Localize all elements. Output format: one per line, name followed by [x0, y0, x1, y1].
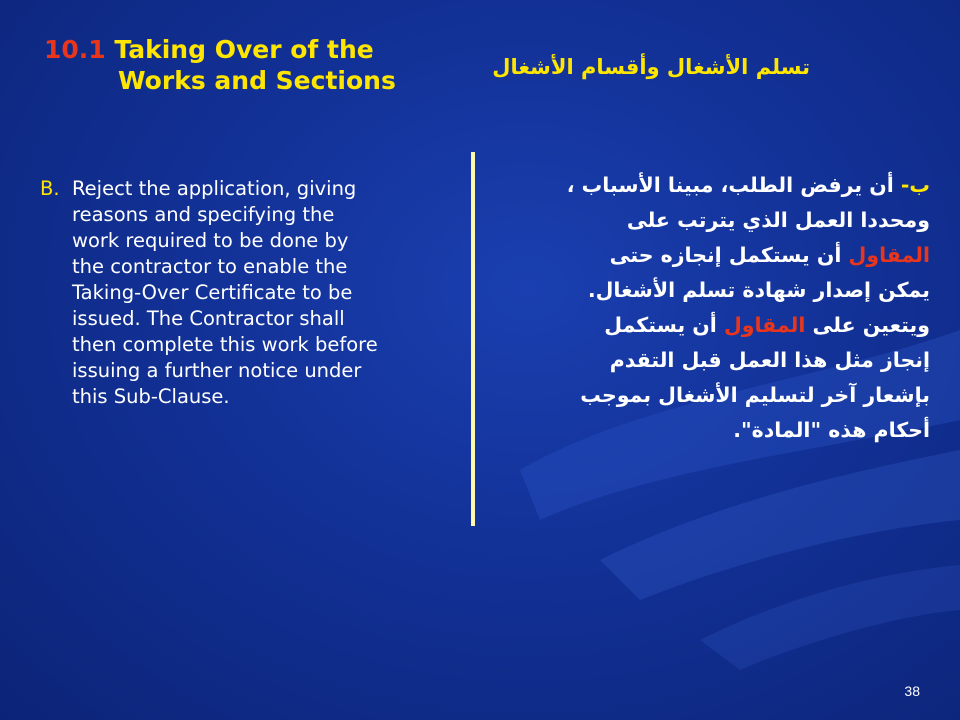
title-line-2: Works and Sections	[118, 66, 396, 95]
arabic-list-marker: ب-	[900, 173, 930, 197]
arabic-text-part-3: أن يستكمل إنجاز مثل هذا العمل قبل التقدم بإشعار آخر لتسليم الأشغال بموجب أحكام هذه "المادة".	[580, 313, 930, 442]
body-arabic	[560, 168, 930, 448]
slide-title-arabic: تسلم الأشغال وأقسام الأشغال	[492, 55, 810, 79]
body-english	[40, 176, 380, 410]
title-line-1: Taking Over of the	[114, 35, 374, 64]
column-divider	[471, 152, 475, 526]
list-marker: B.	[40, 177, 60, 200]
arabic-highlight-contractor-2: المقاول	[723, 313, 806, 337]
arabic-text-part-1: أن يرفض الطلب، مبينا الأسباب ، ومحددا العمل الذي يترتب على	[566, 173, 930, 232]
arabic-highlight-contractor-1: المقاول	[848, 243, 930, 267]
slide-title-english	[44, 34, 464, 96]
body-english-text: Reject the application, giving reasons and specifying the work required to be done by the contractor to enable the Taking-Over Certificate to be issued. The Contractor shall then complete this work before issuing a further notice under this Sub-Clause.	[72, 177, 378, 408]
page-number: 38	[904, 683, 920, 699]
arabic-text-part-2: أن يستكمل إنجازه حتى يمكن إصدار شهادة تسلم الأشغال. ويتعين على	[587, 243, 930, 337]
clause-number: 10.1	[44, 35, 106, 64]
